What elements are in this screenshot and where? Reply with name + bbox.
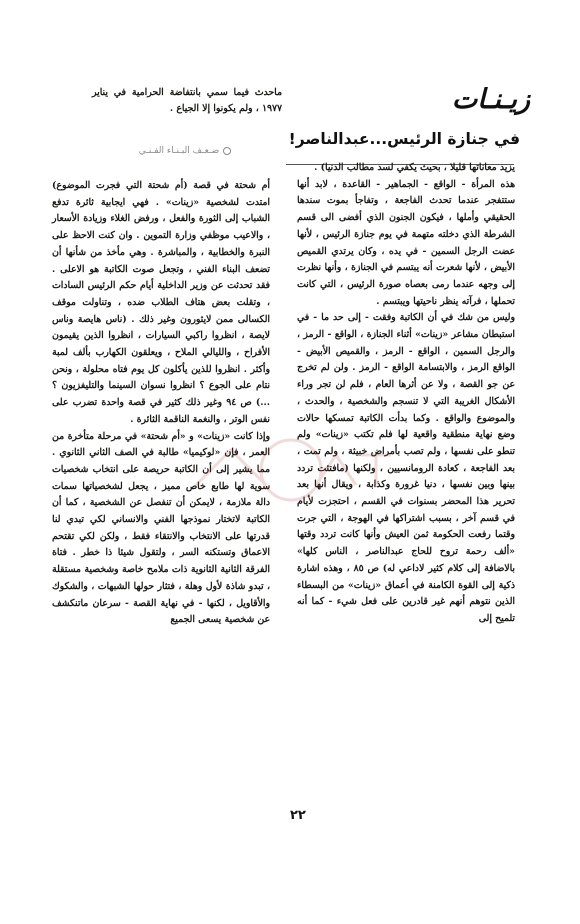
byline-text: ضـعـف البـنـاء الفـنـي: [138, 146, 220, 156]
article-title: في جنازة الرئيس...عبدالناصر!: [288, 130, 520, 148]
paragraph: هذه المرأة - الواقع - الجماهير - القاعدة ، لابد أنها ستتفجر عندما تحدث الفاجعة ، وتفاجأ بموت سندها الحقيقي وأملها ، فيكون الجنون الذي أفضى الى قسم الشرطة الذي دخلته متهمة في يوم جنازة الرئيس ، لأنها عضت الرجل السمين - في يده ، وكان يرتدي القميص الأبيض ، لأنها شعرت أنه يبتسم في الجنازة ، وأنها نظرت إلى وجهه عندما رمى بعصاه صورة الرئيس ، التي كانت تحملها ، فرآته ينظر ناحيتها ويبتسم .: [297, 178, 515, 307]
column-left: [52, 178, 270, 629]
paragraph: وإذا كانت «زينات» و «أم شحتة» في مرحلة متأخرة من العمر ، فإن «لوكيميا» طالبة في الصف الثاني الثانوي . مما يشير إلى أن الكاتبة حريصة على انتخاب شخصيات سوية لها طابع خاص مميز ، يجعل لشخصياتها سمات دالة ملازمة ، لايمكن أن تنفصل عن الشخصية ، كما أن الكاتبة لاتختار نموذجها الفني والانساني لكي تبدي لنا قدرتها على الانتخاب والانتقاء فقط ، ولكن لكي تقتحم الاعماق وتستكنه السر ، ولتقول شيئا ذا خطر . فتاة الفرقة الثانية الثانوية ذات ملامح خاصة وشخصية مستقلة ، تبدو شاذة لأول وهلة ، فتثار حولها الشبهات ، والشكوك والأقاويل ، لكنها - في نهاية القصة - سرعان ماتنكشف عن شخصية يسعى الجميع: [52, 430, 270, 626]
section-title: زيـنـات: [451, 84, 530, 115]
paragraph: أم شحتة في قصة (أم شحتة التي فجرت الموضوع) امتدت لشخصية «زينات» . فهي ايجابية ثائرة تدفع الشباب إلى الثورة والفعل ، ورفض الغلاء وزيادة الأسعار ، والاعيب موظفي وزارة التموين . وان كنت الاحظ على النبرة والخطابية ، والمباشرة . وهي مأخذ من شأنها أن تضعف البناء الفني ، وتجعل صوت الكاتبة هو الاعلى . فقد تحدثت عن وزير الداخلية أيام حكم الرئيس السادات ، وتقلت بعض هتاف الطلاب ضده ، وتناولت موقف الكسالى ممن لايثورون وغير ذلك . (ناس هايصة وناس لايصة ، انظروا راكبي السيارات ، انظروا الذين يقيمون الأفراح ، والليالي الملاح ، ويعلقون الكهارب بألف لمبة وأكثر . انظروا للذين يأكلون كل يوم فتاه محلولة ، ونحن نتام على الجوع ؟ انظروا نسوان السينما والتليفزيون ؟ ...) ص ٩٤ وغير ذلك كثير في قصة واحدة تضرب على نفس الوتر ، والنغمة الناقمة الثائرة .: [52, 180, 270, 425]
paragraph: وليس من شك في أن الكاتبة وفقت - إلى حد ما - في استبطان مشاعر «زينات» أثناء الجنازة ، الواقع - الرمز ، والرجل السمين ، الواقع - الرمز ، والقميص الأبيض - الواقع الرمز ، والابتسامة الواقع - الرمز . ولن لم تخرج عن جو القصة ، ولا عن أثرها العام ، فلم لن تجر وراء الأشكال الغريبة التي لا تنسجم والشخصية ، والحدث ، والموضوع والواقع . وكما بدأت الكاتبة تمسكها حالات وضع نهاية منطقية واقعية لها فلم تكتب «زينات» ولم تنطو على نفسها ، ولم تصب بأمراض خبيثة ، ولم تمت ، بعد الفاجعة ، كعادة الرومانسيين ، ولكنها (مافتئت تردد بينها وبين نفسها ، دنيا غرورة وكذابة ، ويقال أنها بعد تحرير هذا المحضر بسنوات في القسم ، احتجزت لأيام في قسم آخر ، بسبب اشتراكها في الهوجة ، التي جرت وقتما رفعت الحكومة ثمن العيش وأنها كانت تردد وقتها «ألف رحمة تروح للحاج عبدالناصر ، الناس كلها» بالاضافة إلى كلام كثير لاداعي له) ص ٨٥ ، وهذه اشارة ذكية إلى القوة الكامنة في أعماق «زينات» من البسطاء الذين نتوهم أنهم غير قادرين على فعل شيء - كما أنه تلميح إلى: [297, 312, 516, 624]
column-right: [297, 160, 515, 628]
page-number: ٢٢: [290, 808, 306, 823]
bullet-icon: [223, 147, 231, 155]
paragraph: يزيد معاناتها قليلا ، بحيث يكفي لسد مطالب الدنيا) .: [314, 162, 515, 173]
top-note: ماحدث فيما سمي بانتفاضة الحرامية في يناير ١٩٧٧ ، ولم يكونوا إلا الجياع .: [92, 87, 282, 114]
byline: [100, 146, 270, 156]
